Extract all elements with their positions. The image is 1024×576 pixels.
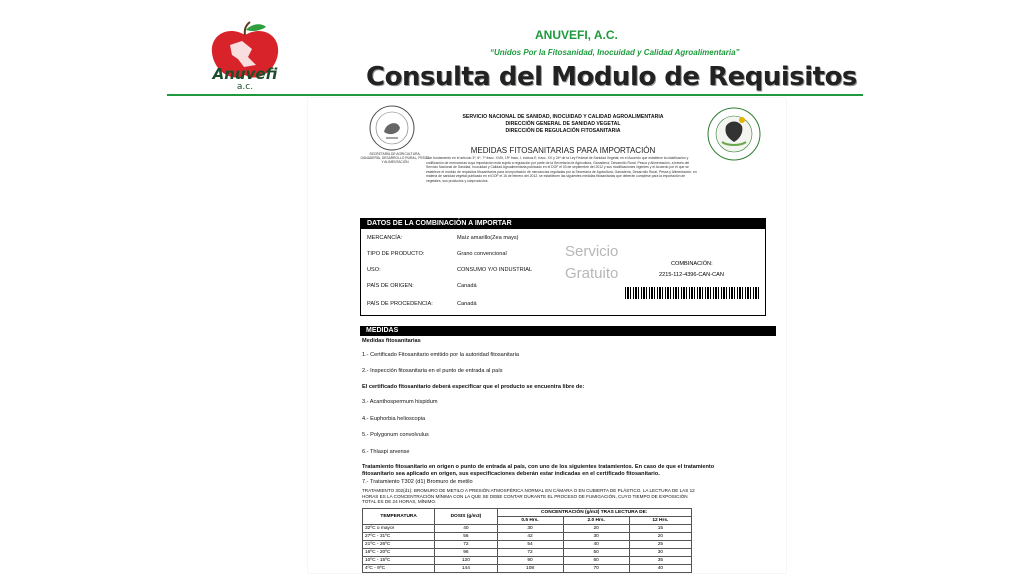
table-cell: 25: [629, 541, 691, 549]
table-header: CONCENTRACIÓN (g/m3) TRAS LECTURA DE:: [497, 509, 692, 517]
field-value-mercancia: Maíz amarillo(Zea mays): [457, 235, 519, 241]
table-cell: 40: [629, 565, 691, 573]
list-item: 6.- Thlaspi arvense: [362, 449, 410, 455]
table-cell: 30: [629, 549, 691, 557]
table-header: DOSIS (g/m3): [435, 509, 497, 525]
table-cell: 120: [435, 557, 497, 565]
field-label-tipo: TIPO DE PRODUCTO:: [367, 251, 425, 257]
left-seal-caption: SECRETARÍA DE AGRICULTURA, GANADERÍA, DESARROLLO RURAL, PESCA Y ALIMENTACIÓN: [360, 152, 430, 164]
table-row: [363, 533, 692, 541]
table-cell: 16ºC - 20ºC: [363, 549, 435, 557]
table-cell: 32ºC o mayor: [363, 525, 435, 533]
list-item: 5.- Polygonum convolvulus: [362, 432, 429, 438]
table-cell: 35: [629, 557, 691, 565]
list-item: 1.- Certificado Fitosanitario emitido por la autoridad fitosanitaria: [362, 352, 520, 358]
table-cell: 27ºC - 31ºC: [363, 533, 435, 541]
treatment-item: 7.- Tratamiento T302 (d1) Bromuro de metilo: [362, 479, 473, 485]
logo-wordmark: Anuvefi a.c.: [212, 65, 278, 92]
combination-data-box: [360, 218, 766, 316]
treatment-text: Tratamiento fitosanitario en origen o punto de entrada al país, con uno de los siguientes tratamientos. En caso de que el tratamiento fitosanitario sea aplicado en origen, sus especificaciones deberán estar indicadas en el certificado fitosanitario.: [362, 464, 715, 477]
table-cell: 72: [435, 541, 497, 549]
table-row: [363, 565, 692, 573]
table-cell: 30: [497, 525, 563, 533]
requirements-document: [308, 98, 786, 573]
table-cell: 72: [497, 549, 563, 557]
field-label-origen: PAÍS DE ORIGEN:: [367, 283, 414, 289]
table-cell: 90: [497, 557, 563, 565]
table-cell: 50: [563, 549, 629, 557]
table-cell: 30: [563, 533, 629, 541]
field-label-procedencia: PAÍS DE PROCEDENCIA:: [367, 301, 433, 307]
table-cell: 56: [435, 533, 497, 541]
list-item: 2.- Inspección fitosanitaria en el punto de entrada al país: [362, 368, 503, 374]
table-cell: 4ºC - 9ºC: [363, 565, 435, 573]
legal-text: Con fundamento en el artículo 3º, 6º, 7º fracc. XVIII, 19º fracc. I, incisos E, fracc. XV y 24º de la Ley Federal de Sanidad Vegetal; en el Acuerdo que establece la clasificación y codificación de mercancías cuya importación está sujeta a regulación por parte de la Secretaría de Agricultura, Ganadería, Desarrollo Rural, Pesca y Alimentación, a través del Servicio Nacional de Sanidad, Inocuidad y Calidad Agroalimentaria publicado en el DOF el 03 de septiembre del 2012 y sus modificaciones vigentes y el Acuerdo por el que se establece el módulo de requisitos fitosanitarios para la importación de mercancías reguladas por la Secretaría de Agricultura, Ganadería, Desarrollo Rural, Pesca y Alimentación, en materia de sanidad vegetal publicado en el DOF el 16 de febrero del 2012, se establecen las siguientes medidas fitosanitarias que deberán cumplirse para la importación de vegetales, sus productos y subproductos.: [426, 156, 697, 183]
title-divider: [167, 94, 863, 96]
combination-code: 2215-112-4396-CAN-CAN: [659, 272, 724, 278]
table-row: [363, 525, 692, 533]
combination-section-header: DATOS DE LA COMBINACIÓN A IMPORTAR: [361, 219, 765, 229]
table-cell: 60: [563, 557, 629, 565]
table-cell: 144: [435, 565, 497, 573]
table-cell: 42: [497, 533, 563, 541]
medidas-subtitle: Medidas fitosanitarias: [362, 338, 421, 344]
barcode: [625, 287, 759, 299]
table-subheader: 0.5 Hrs.: [497, 517, 563, 525]
combination-label: COMBINACIÓN:: [671, 261, 713, 267]
field-value-tipo: Grano convencional: [457, 251, 507, 257]
table-cell: 20: [629, 533, 691, 541]
table-row: [363, 541, 692, 549]
table-cell: 10ºC - 15ºC: [363, 557, 435, 565]
medidas-section-header: MEDIDAS: [360, 326, 776, 336]
list-item: El certificado fitosanitario deberá especificar que el producto se encuentra libre de:: [362, 384, 585, 390]
agency-header: SERVICIO NACIONAL DE SANIDAD, INOCUIDAD Y CALIDAD AGROALIMENTARIA DIRECCIÓN GENERAL DE SANIDAD VEGETAL DIRECCIÓN DE REGULACIÓN FITOSANITARIA: [462, 114, 664, 135]
mexico-coat-of-arms-seal: [368, 104, 416, 152]
field-label-uso: USO:: [367, 267, 381, 273]
fumigation-table: [362, 508, 692, 573]
field-value-origen: Canadá: [457, 283, 477, 289]
table-row: [363, 557, 692, 565]
field-label-mercancia: MERCANCÍA:: [367, 235, 403, 241]
document-title: MEDIDAS FITOSANITARIAS PARA IMPORTACIÓN: [470, 146, 656, 155]
table-subheader: 2.0 Hrs.: [563, 517, 629, 525]
table-cell: 40: [435, 525, 497, 533]
table-cell: 108: [497, 565, 563, 573]
field-value-uso: CONSUMO Y/O INDUSTRIAL: [457, 267, 533, 273]
slide-title: Consulta del Modulo de Requisitos: [366, 62, 857, 92]
table-cell: 15: [629, 525, 691, 533]
table-cell: 40: [563, 541, 629, 549]
treatment-detail: TRATAMIENTO 302(d1): BROMURO DE METILO A PRESIÓN ATMOSFÉRICA NORMAL EN CÁMARA O EN CUBIERTA DE PLÁSTICO. LA LECTURA DE LAS 12 HORAS ES LA CONCENTRACIÓN MÍNIMA CON LA QUE SE DEBE CONTAR DURANTE EL PROCESO DE FUMIGACIÓN, CUYO TIEMPO DE EXPOSICIÓN TOTAL ES DE 24 HORAS, MÍNIMO.: [362, 488, 695, 505]
senasica-seal: [698, 104, 770, 164]
table-header: TEMPERATURA: [363, 509, 435, 525]
table-subheader: 12 Hrs.: [629, 517, 691, 525]
organization-motto: “Unidos Por la Fitosanidad, Inocuidad y Calidad Agroalimentaria”: [490, 48, 740, 57]
list-item: 4.- Euphorbia helioscopia: [362, 416, 426, 422]
list-item: 3.- Acanthospermum hispidum: [362, 399, 438, 405]
table-cell: 20: [563, 525, 629, 533]
table-cell: 96: [435, 549, 497, 557]
table-cell: 70: [563, 565, 629, 573]
table-row: [363, 549, 692, 557]
table-cell: 21ºC - 26ºC: [363, 541, 435, 549]
organization-name: ANUVEFI, A.C.: [535, 28, 618, 42]
field-value-procedencia: Canadá: [457, 301, 477, 307]
table-cell: 54: [497, 541, 563, 549]
free-service-watermark: Servicio Gratuito: [565, 243, 619, 282]
